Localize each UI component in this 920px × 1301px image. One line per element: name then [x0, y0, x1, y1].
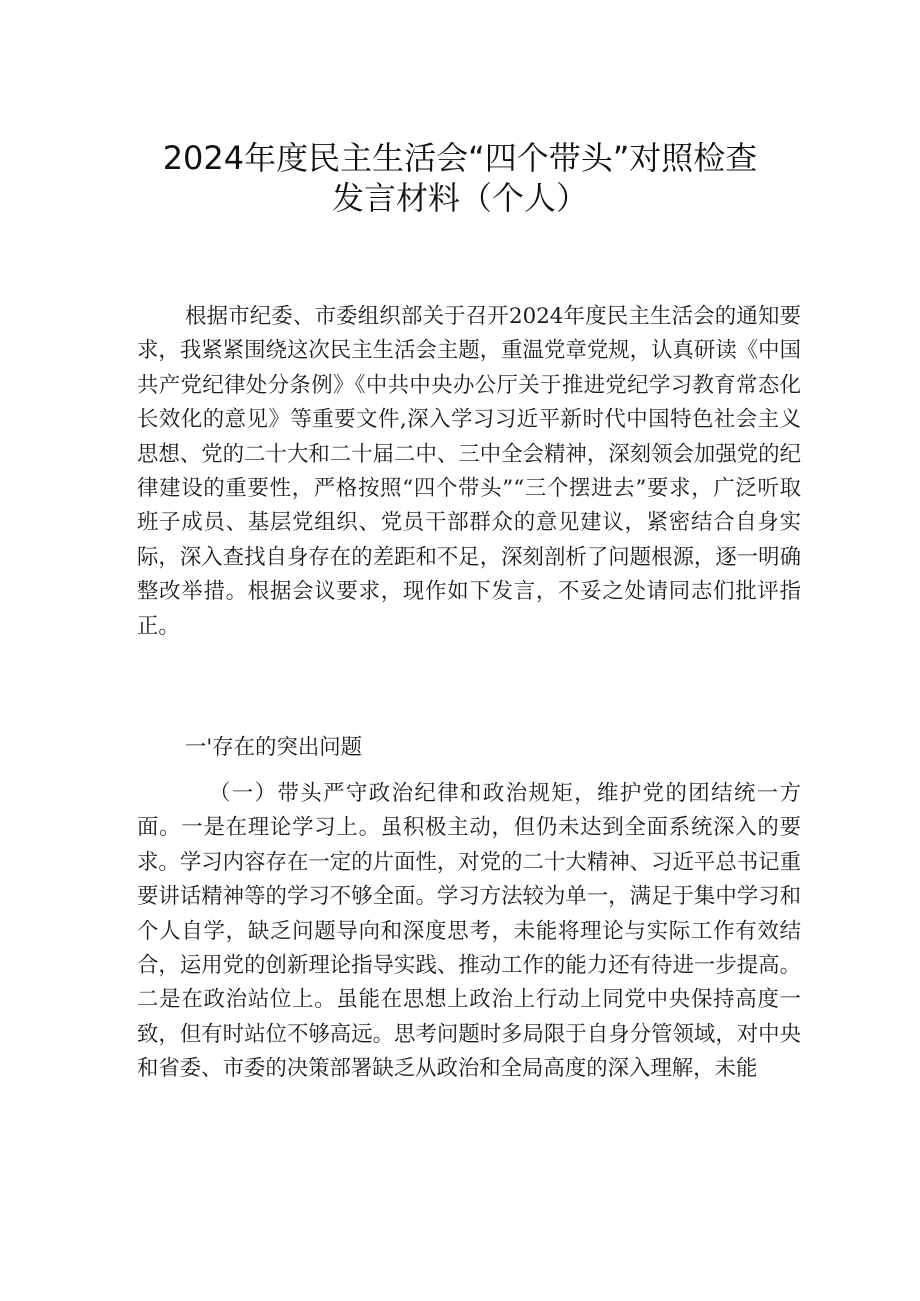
section-heading: 一'存在的突出问题	[185, 735, 363, 760]
document-title-line1: 2024年度民主生活会“四个带头”对照检查	[162, 139, 758, 177]
document-title-line2: 发言材料（个人）	[331, 179, 588, 217]
section-paragraph: （一）带头严守政治纪律和政治规矩，维护党的团结统一方面。一是在理论学习上。虽积极主动，但仍未达到全面系统深入的要求。学习内容存在一定的片面性，对党的二十大精神、习近平总书记重要讲话精神等的学习不够全面。学习方法较为单一，满足于集中学习和个人自学，缺乏问题导向和深度思考，未能将理论与实际工作有效结合，运用党的创新理论指导实践、推动工作的能力还有待进一步提高。二是在政治站位上。虽能在思想上政治上行动上同党中央保持高度一致，但有时站位不够高远。思考问题时多局限于自身分管领域，对中央和省委、市委的决策部署缺乏从政治和全局高度的深入理解，未能	[137, 781, 801, 1082]
intro-paragraph: 根据市纪委、市委组织部关于召开2024年度民主生活会的通知要求，我紧紧围绕这次民主生活会主题，重温党章党规，认真研读《中国共产党纪律处分条例》《中共中央办公厅关于推进党纪学习教育常态化长效化的意见》等重要文件,深入学习习近平新时代中国特色社会主义思想、党的二十大和二十届二中、三中全会精神，深刻领会加强党的纪律建设的重要性，严格按照“四个带头”“三个摆进去”要求，广泛听取班子成员、基层党组织、党员干部群众的意见建议，紧密结合自身实际，深入查找自身存在的差距和不足，深刻剖析了问题根源，逐一明确整改举措。根据会议要求，现作如下发言，不妥之处请同志们批评指正。	[137, 304, 801, 639]
